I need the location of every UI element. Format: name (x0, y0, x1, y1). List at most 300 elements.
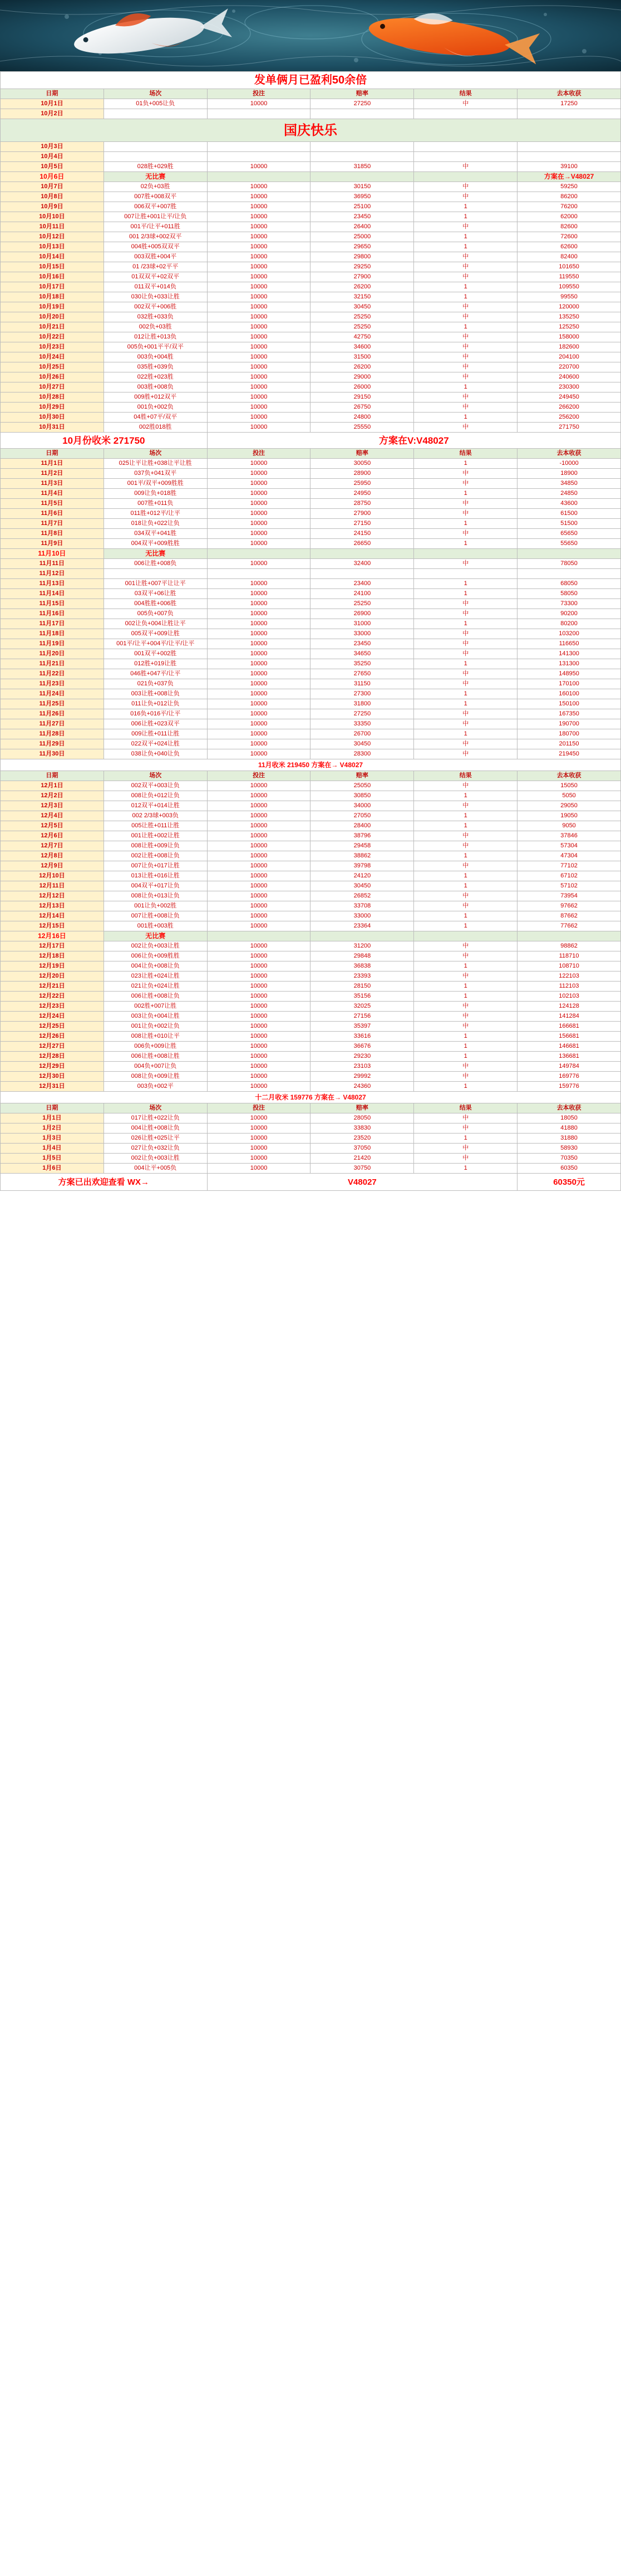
row-gain: 58050 (518, 589, 621, 599)
row-result: 中 (414, 1002, 518, 1012)
row-bet: 10000 (207, 99, 310, 109)
row-date: 11月18日 (1, 629, 104, 639)
row-bet: 10000 (207, 911, 310, 921)
row-date: 11月5日 (1, 499, 104, 509)
row-match: 001平/让平+004平/让平/让平 (103, 639, 207, 649)
row-bet: 10000 (207, 262, 310, 272)
row-odds: 32150 (310, 292, 414, 302)
row-odds: 30450 (310, 739, 414, 749)
row-bet: 10000 (207, 801, 310, 811)
row-gain: 18050 (518, 1113, 621, 1123)
row-match: 028胜+029胜 (103, 162, 207, 172)
row-match: 002让负+003让胜 (103, 941, 207, 951)
row-result: 中 (414, 1072, 518, 1082)
row-date: 12月25日 (1, 1022, 104, 1032)
row-odds: 24150 (310, 529, 414, 539)
table-row (1, 891, 621, 901)
row-match: 006双平+007胜 (103, 202, 207, 212)
table-row (1, 569, 621, 579)
row-date: 12月19日 (1, 961, 104, 971)
row-odds: 27900 (310, 509, 414, 519)
row-gain: 204100 (518, 352, 621, 362)
row-match: 004让负+008让负 (103, 961, 207, 971)
row-odds: 34600 (310, 342, 414, 352)
table-row (1, 619, 621, 629)
row-date: 11月13日 (1, 579, 104, 589)
row-bet: 10000 (207, 821, 310, 831)
row-bet: 10000 (207, 342, 310, 352)
row-gain: 170100 (518, 679, 621, 689)
row-gain: 271750 (518, 423, 621, 433)
row-date: 10月4日 (1, 152, 104, 162)
row-gain (518, 142, 621, 152)
row-match: 037负+041双平 (103, 469, 207, 479)
row-bet: 10000 (207, 332, 310, 342)
row-result: 1 (414, 579, 518, 589)
row-gain: 82600 (518, 222, 621, 232)
table-row (1, 242, 621, 252)
row-bet: 10000 (207, 619, 310, 629)
row-date: 1月5日 (1, 1154, 104, 1164)
row-result: 中 (414, 332, 518, 342)
table-row (1, 639, 621, 649)
row-odds: 25250 (310, 322, 414, 332)
row-gain: 169776 (518, 1072, 621, 1082)
row-match: 01 /23球+02平平 (103, 262, 207, 272)
row-match: 003让负+004让胜 (103, 1012, 207, 1022)
row-gain: 158000 (518, 332, 621, 342)
row-gain: 17250 (518, 99, 621, 109)
row-bet: 10000 (207, 1144, 310, 1154)
row-gain: 37846 (518, 831, 621, 841)
table-row (1, 841, 621, 851)
row-date: 12月15日 (1, 921, 104, 931)
row-gain: 47304 (518, 851, 621, 861)
row-match: 006让胜+008让负 (103, 992, 207, 1002)
table-row (1, 479, 621, 489)
row-date: 11月7日 (1, 519, 104, 529)
row-gain: 118710 (518, 951, 621, 961)
row-bet (207, 142, 310, 152)
table-row (1, 971, 621, 982)
column-header: 赔率 (310, 89, 414, 99)
row-gain: 9050 (518, 821, 621, 831)
row-odds (310, 549, 414, 559)
row-result: 1 (414, 202, 518, 212)
row-result: 中 (414, 559, 518, 569)
column-header: 场次 (103, 771, 207, 781)
row-date: 10月17日 (1, 282, 104, 292)
table-row (1, 99, 621, 109)
row-match: 003负+002平 (103, 1082, 207, 1092)
row-result: 中 (414, 891, 518, 901)
row-odds: 23520 (310, 1134, 414, 1144)
row-date: 12月6日 (1, 831, 104, 841)
row-match: 046胜+047平/让平 (103, 669, 207, 679)
row-odds: 27650 (310, 669, 414, 679)
row-match: 001 2/3球+002双平 (103, 232, 207, 242)
row-match: 012胜+019让胜 (103, 659, 207, 669)
row-bet: 10000 (207, 1002, 310, 1012)
row-result: 中 (414, 861, 518, 871)
row-result: 1 (414, 1134, 518, 1144)
row-date: 11月10日 (1, 549, 104, 559)
row-odds: 32025 (310, 1002, 414, 1012)
row-match: 01双双平+02双平 (103, 272, 207, 282)
table-row (1, 172, 621, 182)
row-bet: 10000 (207, 272, 310, 282)
row-result: 中 (414, 801, 518, 811)
row-gain: 125250 (518, 322, 621, 332)
row-match: 002让负+003让胜 (103, 1154, 207, 1164)
row-bet: 10000 (207, 1042, 310, 1052)
row-gain: 103200 (518, 629, 621, 639)
row-odds: 31500 (310, 352, 414, 362)
column-header: 日期 (1, 771, 104, 781)
table-row (1, 1072, 621, 1082)
row-gain (518, 152, 621, 162)
row-bet: 10000 (207, 791, 310, 801)
row-match: 017让胜+022让负 (103, 1113, 207, 1123)
row-date: 11月1日 (1, 459, 104, 469)
table-row (1, 861, 621, 871)
row-bet: 10000 (207, 372, 310, 382)
row-match: 001让胜+002让胜 (103, 831, 207, 841)
row-match: 005双平+009让胜 (103, 629, 207, 639)
row-bet: 10000 (207, 413, 310, 423)
row-bet: 10000 (207, 423, 310, 433)
row-match: 009让胜+011让胜 (103, 729, 207, 739)
row-bet: 10000 (207, 861, 310, 871)
row-bet: 10000 (207, 499, 310, 509)
row-bet: 10000 (207, 202, 310, 212)
row-gain: 112103 (518, 982, 621, 992)
row-odds: 23450 (310, 212, 414, 222)
row-bet: 10000 (207, 1134, 310, 1144)
table-row (1, 739, 621, 749)
row-date: 10月13日 (1, 242, 104, 252)
row-result (414, 152, 518, 162)
row-gain: 86200 (518, 192, 621, 202)
table-row (1, 499, 621, 509)
column-header: 去本收获 (518, 1103, 621, 1113)
row-bet: 10000 (207, 559, 310, 569)
row-gain: 61500 (518, 509, 621, 519)
row-match: 002双平+003让负 (103, 781, 207, 791)
row-date: 11月26日 (1, 709, 104, 719)
row-gain: 82400 (518, 252, 621, 262)
row-odds: 42750 (310, 332, 414, 342)
row-bet: 10000 (207, 382, 310, 392)
row-gain: 136681 (518, 1052, 621, 1062)
row-gain: 156681 (518, 1032, 621, 1042)
row-match: 无比赛 (103, 172, 207, 182)
row-date: 11月11日 (1, 559, 104, 569)
table-row (1, 629, 621, 639)
row-result: 中 (414, 162, 518, 172)
row-bet: 10000 (207, 871, 310, 881)
row-result (414, 549, 518, 559)
row-date: 11月27日 (1, 719, 104, 729)
footer-total-gain: 60350元 (518, 1174, 621, 1191)
row-date: 10月8日 (1, 192, 104, 202)
row-date: 12月3日 (1, 801, 104, 811)
row-odds: 31850 (310, 162, 414, 172)
row-result: 中 (414, 272, 518, 282)
table-row (1, 679, 621, 689)
row-date: 1月4日 (1, 1144, 104, 1154)
row-odds: 31000 (310, 619, 414, 629)
row-bet: 10000 (207, 1052, 310, 1062)
row-bet: 10000 (207, 162, 310, 172)
row-result: 1 (414, 791, 518, 801)
row-gain: 109550 (518, 282, 621, 292)
row-bet: 10000 (207, 392, 310, 403)
row-bet: 10000 (207, 689, 310, 699)
row-match: 007胜+008双平 (103, 192, 207, 202)
table-row (1, 162, 621, 172)
table-row (1, 489, 621, 499)
row-gain: 73300 (518, 599, 621, 609)
row-result: 中 (414, 362, 518, 372)
row-date: 12月22日 (1, 992, 104, 1002)
row-date: 12月21日 (1, 982, 104, 992)
row-result: 1 (414, 811, 518, 821)
row-gain: 59250 (518, 182, 621, 192)
row-odds: 29150 (310, 392, 414, 403)
row-gain: 240600 (518, 372, 621, 382)
row-gain: 148950 (518, 669, 621, 679)
table-row (1, 1154, 621, 1164)
row-result: 1 (414, 699, 518, 709)
row-bet (207, 549, 310, 559)
row-match: 011胜+012平/让平 (103, 509, 207, 519)
row-result: 1 (414, 539, 518, 549)
row-result: 中 (414, 941, 518, 951)
row-odds: 29848 (310, 951, 414, 961)
row-odds (310, 142, 414, 152)
row-date: 12月9日 (1, 861, 104, 871)
december-summary-row (1, 1092, 621, 1103)
row-bet: 10000 (207, 1123, 310, 1134)
row-gain: 19050 (518, 811, 621, 821)
row-result: 1 (414, 881, 518, 891)
row-bet: 10000 (207, 1022, 310, 1032)
row-bet: 10000 (207, 459, 310, 469)
table-row (1, 951, 621, 961)
table-header-row (1, 89, 621, 99)
row-odds: 23400 (310, 579, 414, 589)
table-header-row (1, 449, 621, 459)
row-gain: 80200 (518, 619, 621, 629)
row-match: 009胜+012双平 (103, 392, 207, 403)
row-result: 中 (414, 609, 518, 619)
row-result: 中 (414, 679, 518, 689)
row-bet: 10000 (207, 699, 310, 709)
row-date: 10月29日 (1, 403, 104, 413)
row-odds: 30150 (310, 182, 414, 192)
row-result: 中 (414, 1123, 518, 1134)
table-row (1, 413, 621, 423)
row-odds: 37050 (310, 1144, 414, 1154)
table-row (1, 831, 621, 841)
table-row (1, 302, 621, 312)
row-match: 012双平+014让胜 (103, 801, 207, 811)
row-bet: 10000 (207, 242, 310, 252)
row-match: 022胜+023胜 (103, 372, 207, 382)
row-bet: 10000 (207, 479, 310, 489)
row-result: 中 (414, 499, 518, 509)
row-gain: 249450 (518, 392, 621, 403)
table-row (1, 352, 621, 362)
row-match (103, 109, 207, 119)
row-odds: 29650 (310, 242, 414, 252)
row-date: 11月6日 (1, 509, 104, 519)
row-date: 10月21日 (1, 322, 104, 332)
row-match: 001负+002负 (103, 403, 207, 413)
row-match: 002双平+006胜 (103, 302, 207, 312)
row-gain: 43600 (518, 499, 621, 509)
row-result: 中 (414, 392, 518, 403)
table-row (1, 292, 621, 302)
row-match: 004负+007让负 (103, 1062, 207, 1072)
row-result: 1 (414, 459, 518, 469)
row-gain (518, 549, 621, 559)
row-match: 001平/让平+011胜 (103, 222, 207, 232)
row-date: 10月23日 (1, 342, 104, 352)
row-odds: 28150 (310, 982, 414, 992)
row-result: 中 (414, 302, 518, 312)
row-odds: 28300 (310, 749, 414, 759)
row-date: 11月2日 (1, 469, 104, 479)
records-table (0, 71, 621, 1191)
column-header: 结果 (414, 449, 518, 459)
row-odds: 38796 (310, 831, 414, 841)
row-match: 008让负+009让胜 (103, 1072, 207, 1082)
row-odds: 25050 (310, 781, 414, 791)
row-date: 11月20日 (1, 649, 104, 659)
table-row (1, 559, 621, 569)
row-date: 12月27日 (1, 1042, 104, 1052)
row-result (414, 569, 518, 579)
row-result: 中 (414, 403, 518, 413)
row-match: 016负+016平/让平 (103, 709, 207, 719)
row-date: 1月1日 (1, 1113, 104, 1123)
row-result: 1 (414, 242, 518, 252)
row-match: 027让负+032让负 (103, 1144, 207, 1154)
column-header: 场次 (103, 1103, 207, 1113)
footer-wechat-id[interactable]: V48027 (207, 1174, 517, 1191)
column-header: 日期 (1, 1103, 104, 1113)
table-row (1, 699, 621, 709)
row-gain: 167350 (518, 709, 621, 719)
row-result: 中 (414, 831, 518, 841)
row-date: 10月14日 (1, 252, 104, 262)
table-row (1, 222, 621, 232)
table-row (1, 282, 621, 292)
row-match: 004胜+005双双平 (103, 242, 207, 252)
row-result: 中 (414, 749, 518, 759)
row-result: 1 (414, 729, 518, 739)
october-summary-row (1, 433, 621, 449)
table-row (1, 392, 621, 403)
row-match: 001让胜+007平让让平 (103, 579, 207, 589)
table-row (1, 609, 621, 619)
row-gain: 141284 (518, 1012, 621, 1022)
row-gain: 141300 (518, 649, 621, 659)
table-row (1, 719, 621, 729)
row-bet: 10000 (207, 1062, 310, 1072)
row-date: 10月31日 (1, 423, 104, 433)
column-header: 结果 (414, 771, 518, 781)
row-odds: 27900 (310, 272, 414, 282)
row-odds: 26852 (310, 891, 414, 901)
row-result: 中 (414, 1144, 518, 1154)
column-header: 结果 (414, 1103, 518, 1113)
row-result: 中 (414, 649, 518, 659)
row-odds: 25250 (310, 312, 414, 322)
row-date: 12月24日 (1, 1012, 104, 1022)
row-date: 11月29日 (1, 739, 104, 749)
table-row (1, 312, 621, 322)
row-result: 1 (414, 851, 518, 861)
table-row (1, 202, 621, 212)
row-result: 中 (414, 252, 518, 262)
october-plan-note: 方案在V:V48027 (207, 433, 620, 449)
row-bet: 10000 (207, 679, 310, 689)
footer-contact-text: 方案已出欢迎查看 WX→ (1, 1174, 208, 1191)
row-bet (207, 152, 310, 162)
row-gain: 78050 (518, 559, 621, 569)
row-match: 008让胜+010让平 (103, 1032, 207, 1042)
table-row (1, 931, 621, 941)
table-row (1, 403, 621, 413)
row-gain: 77102 (518, 861, 621, 871)
row-result: 1 (414, 911, 518, 921)
row-odds: 33830 (310, 1123, 414, 1134)
row-match: 007让胜+008让负 (103, 911, 207, 921)
row-match: 004让胜+008让负 (103, 1123, 207, 1134)
row-odds: 27250 (310, 709, 414, 719)
row-odds: 30450 (310, 302, 414, 312)
row-bet: 10000 (207, 312, 310, 322)
row-match: 022双平+024让胜 (103, 739, 207, 749)
row-match: 006让胜+008负 (103, 559, 207, 569)
row-bet: 10000 (207, 831, 310, 841)
row-odds: 23450 (310, 639, 414, 649)
row-match: 002胜018胜 (103, 423, 207, 433)
row-gain: 122103 (518, 971, 621, 982)
row-bet: 10000 (207, 709, 310, 719)
row-match: 006负+009让胜 (103, 1042, 207, 1052)
promo-banner-title (1, 72, 621, 89)
row-bet: 10000 (207, 579, 310, 589)
row-result: 1 (414, 382, 518, 392)
row-bet: 10000 (207, 982, 310, 992)
row-gain: 68050 (518, 579, 621, 589)
national-day-banner (1, 119, 621, 142)
table-row (1, 992, 621, 1002)
row-gain: 102103 (518, 992, 621, 1002)
row-match: 001让负+002胜 (103, 901, 207, 911)
row-odds: 26200 (310, 282, 414, 292)
row-result: 1 (414, 921, 518, 931)
table-row (1, 1012, 621, 1022)
table-row (1, 901, 621, 911)
column-header: 投注 (207, 449, 310, 459)
column-header: 场次 (103, 449, 207, 459)
row-odds: 26900 (310, 609, 414, 619)
